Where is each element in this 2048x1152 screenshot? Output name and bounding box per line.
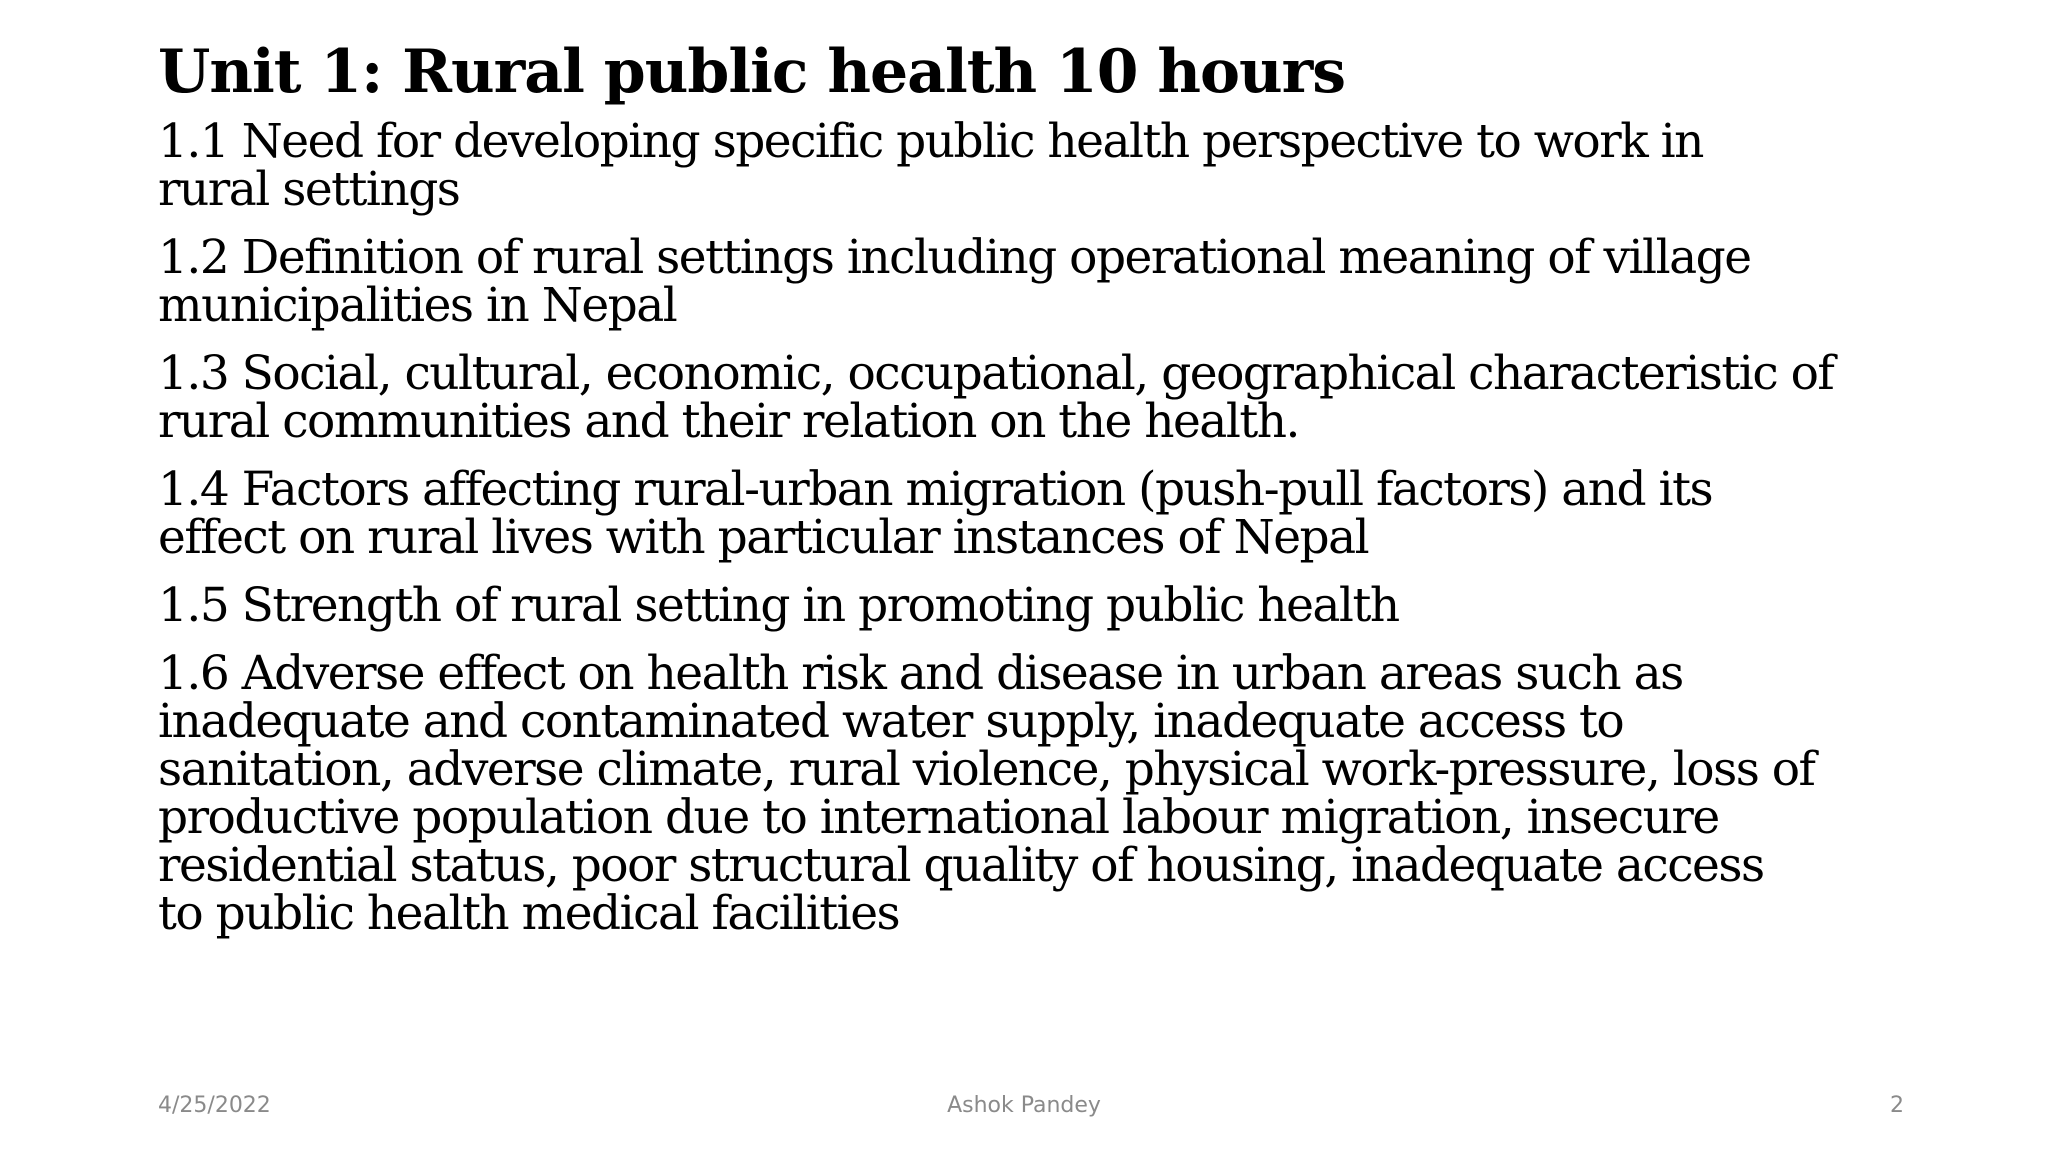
topic-line: 1.1 Need for developing specific public health perspective to work in <box>158 114 1703 169</box>
topic-line: 1.3 Social, cultural, economic, occupational, geographical characteristic of <box>158 346 1834 401</box>
topic-line: to public health medical facilities <box>158 886 900 941</box>
topic-line: municipalities in Nepal <box>158 278 677 333</box>
topic-item-1-6 <box>158 646 1918 941</box>
topic-item-1-4 <box>158 462 1918 565</box>
topic-line: residential status, poor structural quality of housing, inadequate access <box>158 838 1764 893</box>
topic-line: sanitation, adverse climate, rural violence, physical work-pressure, loss of <box>158 742 1815 797</box>
footer-page-number: 2 <box>1890 1093 1904 1118</box>
topic-line: productive population due to international labour migration, insecure <box>158 790 1719 845</box>
topic-item-1-5 <box>158 578 1918 633</box>
topic-line: effect on rural lives with particular instances of Nepal <box>158 510 1369 565</box>
topic-item-1-3 <box>158 346 1918 449</box>
topic-line: 1.2 Definition of rural settings including operational meaning of village <box>158 230 1751 285</box>
topic-line: rural settings <box>158 162 460 217</box>
topic-list <box>158 114 1918 958</box>
footer-date: 4/25/2022 <box>158 1093 271 1118</box>
topic-line: rural communities and their relation on the health. <box>158 394 1299 449</box>
topic-item-1-2 <box>158 230 1918 333</box>
slide-title: Unit 1: Rural public health 10 hours <box>158 37 1346 107</box>
topic-line: 1.5 Strength of rural setting in promoting public health <box>158 578 1399 633</box>
topic-item-1-1 <box>158 114 1918 217</box>
topic-line: 1.6 Adverse effect on health risk and disease in urban areas such as <box>158 646 1683 701</box>
footer-author: Ashok Pandey <box>947 1093 1101 1118</box>
topic-line: inadequate and contaminated water supply, inadequate access to <box>158 694 1624 749</box>
topic-line: 1.4 Factors affecting rural-urban migration (push-pull factors) and its <box>158 462 1713 517</box>
